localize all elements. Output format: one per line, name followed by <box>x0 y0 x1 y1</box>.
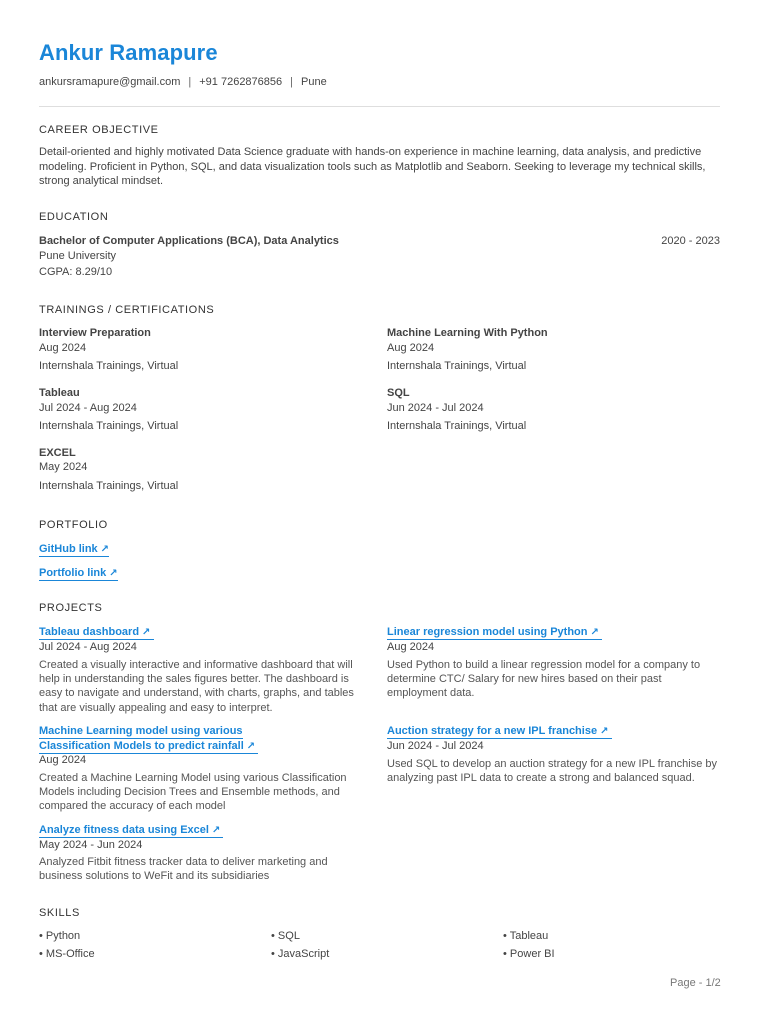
skill-item: • JavaScript <box>271 948 330 960</box>
training-name: Tableau <box>39 387 80 399</box>
school: Pune University <box>39 250 117 262</box>
training-org: Internshala Trainings, Virtual <box>387 360 527 372</box>
skills-heading: SKILLS <box>39 907 80 919</box>
project-description: Created a Machine Learning Model using various Classification Models including Decision Trees and Ensemble methods, and compared the accuracy of each model <box>39 772 347 813</box>
skill-item: • SQL <box>271 930 300 942</box>
training-name: Machine Learning With Python <box>387 327 548 339</box>
project-link[interactable]: Tableau dashboard ↗ <box>39 625 154 641</box>
email: ankursramapure@gmail.com <box>39 76 181 88</box>
external-link-icon: ↗ <box>246 741 256 752</box>
project-description: Created a visually interactive and informative dashboard that will help in understanding the sales figures better. The dashboard is easy to navigate and understand, with charts, graphs, and tables that are visually appealing and easy to interpret. <box>39 659 354 714</box>
portfolio-link[interactable]: Portfolio link ↗ <box>39 567 118 579</box>
divider <box>39 106 720 107</box>
skill-item: • MS-Office <box>39 948 95 960</box>
training-org: Internshala Trainings, Virtual <box>39 420 179 432</box>
project-description: Analyzed Fitbit fitness tracker data to deliver marketing and business solutions to WeFit and its subsidiaries <box>39 856 328 883</box>
contact-line <box>39 76 327 88</box>
training-name: EXCEL <box>39 447 76 459</box>
external-link-icon: ↗ <box>100 544 110 555</box>
training-org: Internshala Trainings, Virtual <box>39 480 179 492</box>
objective-text: Detail-oriented and highly motivated Data Science graduate with hands-on experience in machine learning, data analysis, and predictive modeling. Proficient in Python, SQL, and data visualization tools such as Matplotlib and Seaborn. Seeking to leverage my technical skills, strong analytical mindset. <box>39 146 706 187</box>
education-years: 2020 - 2023 <box>661 235 720 247</box>
location: Pune <box>301 76 327 88</box>
project-link[interactable]: Auction strategy for a new IPL franchise ↗ <box>387 724 612 740</box>
separator: | <box>188 76 192 88</box>
project-description: Used Python to build a linear regression model for a company to determine CTC/ Salary for new hires based on their past employment data. <box>387 659 701 700</box>
page-number: Page - 1/2 <box>670 977 721 989</box>
external-link-icon: ↗ <box>142 627 151 638</box>
project-link[interactable]: Classification Models to predict rainfall ↗ <box>39 739 258 755</box>
project-link[interactable]: Linear regression model using Python ↗ <box>387 625 602 641</box>
training-org: Internshala Trainings, Virtual <box>387 420 527 432</box>
degree: Bachelor of Computer Applications (BCA), Data Analytics <box>39 235 339 247</box>
github-link[interactable]: GitHub link ↗ <box>39 543 110 555</box>
training-name: SQL <box>387 387 410 399</box>
external-link-icon: ↗ <box>600 726 609 737</box>
training-name: Interview Preparation <box>39 327 151 339</box>
skill-item: • Python <box>39 930 81 942</box>
candidate-name: Ankur Ramapure <box>39 40 218 65</box>
skill-item: • Tableau <box>503 930 549 942</box>
project-date: Jul 2024 - Aug 2024 <box>39 641 137 653</box>
project-date: May 2024 - Jun 2024 <box>39 839 143 851</box>
separator: | <box>290 76 294 88</box>
skill-item: • Power BI <box>503 948 555 960</box>
project-description: Used SQL to develop an auction strategy for a new IPL franchise by analyzing past IPL data to create a strong and balanced squad. <box>387 758 717 785</box>
external-link-icon: ↗ <box>211 825 221 836</box>
project-date: Jun 2024 - Jul 2024 <box>387 740 484 752</box>
project-date: Aug 2024 <box>39 754 87 766</box>
training-date: Aug 2024 <box>387 342 435 354</box>
external-link-icon: ↗ <box>109 568 118 579</box>
training-date: May 2024 <box>39 461 88 473</box>
training-org: Internshala Trainings, Virtual <box>39 360 179 372</box>
external-link-icon: ↗ <box>590 627 599 638</box>
projects-heading: PROJECTS <box>39 602 103 614</box>
project-link[interactable]: Machine Learning model using various <box>39 725 243 737</box>
education-heading: EDUCATION <box>39 211 109 223</box>
phone: +91 7262876856 <box>199 76 283 88</box>
trainings-heading: TRAININGS / CERTIFICATIONS <box>39 304 215 316</box>
project-date: Aug 2024 <box>387 641 435 653</box>
cgpa: CGPA: 8.29/10 <box>39 266 113 278</box>
training-date: Jul 2024 - Aug 2024 <box>39 402 137 414</box>
project-link[interactable]: Analyze fitness data using Excel ↗ <box>39 823 223 839</box>
training-date: Jun 2024 - Jul 2024 <box>387 402 484 414</box>
objective-heading: CAREER OBJECTIVE <box>39 124 159 136</box>
portfolio-heading: PORTFOLIO <box>39 519 108 531</box>
training-date: Aug 2024 <box>39 342 87 354</box>
